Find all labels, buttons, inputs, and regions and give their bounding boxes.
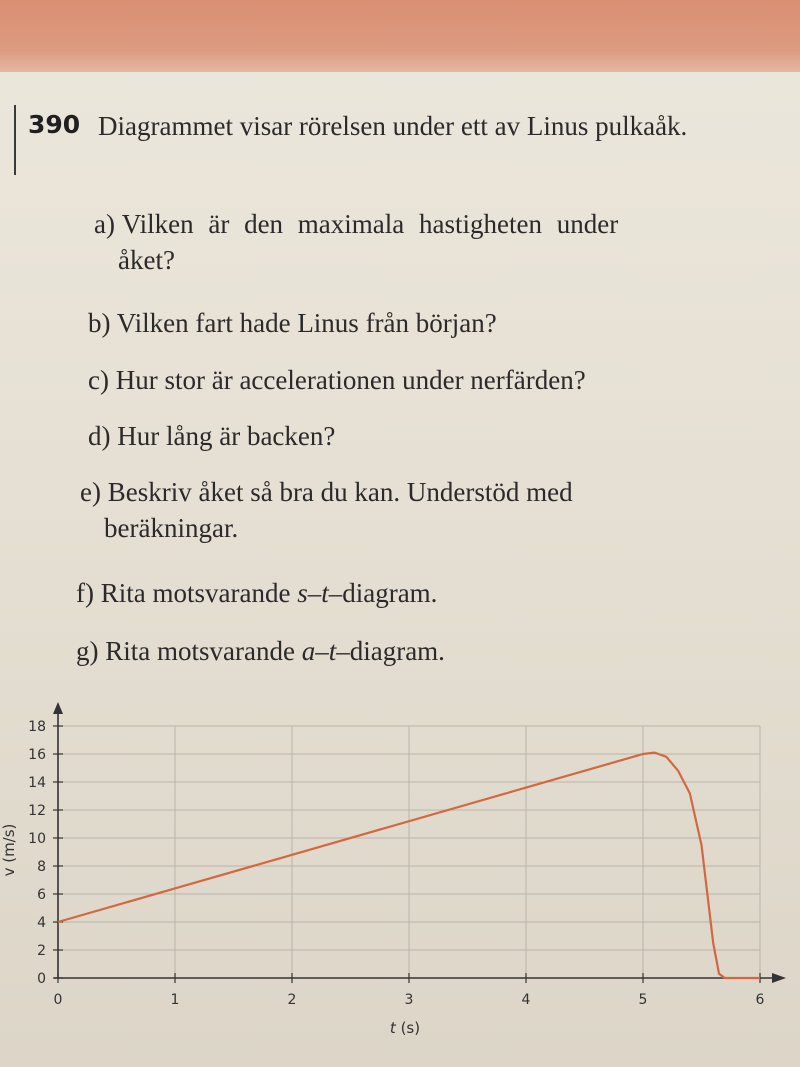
question-f — [76, 575, 437, 611]
variable-a: a — [301, 636, 316, 666]
question-text-end: –diagram. — [328, 578, 438, 608]
y-tick-label: 6 — [37, 887, 46, 903]
y-axis-label: v (m/s) — [0, 823, 18, 877]
question-d — [88, 418, 335, 454]
x-tick-label: 4 — [521, 992, 531, 1008]
question-text: Hur lång är backen? — [117, 421, 336, 451]
x-axis-variable: t — [389, 1019, 396, 1037]
question-letter: e) — [80, 477, 101, 507]
x-axis-unit-text: (s) — [400, 1019, 421, 1037]
question-g — [76, 633, 445, 669]
question-text: Rita motsvarande — [100, 578, 298, 608]
x-tick-label: 3 — [404, 992, 414, 1008]
page-header-band — [0, 0, 800, 72]
question-letter: b) — [88, 308, 111, 338]
question-a — [94, 206, 724, 278]
question-text: Hur stor är accelerationen under nerfärden? — [115, 365, 586, 395]
question-letter: d) — [88, 421, 111, 451]
x-axis-arrow — [772, 973, 786, 983]
dash: – — [307, 578, 322, 608]
chart-tick-labels — [28, 719, 764, 1008]
variable-t: t — [328, 636, 337, 666]
y-tick-label: 0 — [37, 971, 46, 987]
question-letter: f) — [76, 578, 94, 608]
question-text: Rita motsvarande — [105, 636, 302, 666]
question-text: Beskriv åket så bra du kan. Understöd med — [107, 477, 573, 507]
question-text-end: –diagram. — [336, 636, 445, 666]
question-letter: c) — [88, 365, 109, 395]
chart-grid — [58, 726, 760, 978]
y-tick-label: 2 — [37, 943, 46, 959]
chart-axes — [53, 702, 786, 983]
x-tick-label: 2 — [287, 992, 297, 1008]
x-tick-label: 5 — [638, 992, 648, 1008]
question-letter: g) — [76, 636, 99, 666]
problem-intro: Diagrammet visar rörelsen under ett av Linus pulkaåk. — [98, 111, 688, 141]
x-tick-label: 6 — [755, 992, 765, 1008]
y-tick-label: 14 — [28, 775, 46, 791]
variable-t: t — [321, 578, 329, 608]
y-tick-label: 18 — [28, 719, 46, 735]
question-c — [88, 362, 586, 398]
question-text-cont: åket? — [118, 245, 175, 275]
velocity-time-chart — [0, 690, 800, 1050]
x-axis-label — [390, 1019, 420, 1037]
y-tick-label: 10 — [28, 831, 46, 847]
y-tick-label: 16 — [28, 747, 46, 763]
y-tick-label: 12 — [28, 803, 46, 819]
y-tick-label: 8 — [37, 859, 46, 875]
x-tick-label: 0 — [53, 992, 63, 1008]
variable-s: s — [297, 578, 308, 608]
problem-number: 390 — [28, 110, 81, 139]
question-e — [80, 474, 740, 546]
question-text-cont: beräkningar. — [104, 513, 239, 543]
question-text: Vilken fart hade Linus från början? — [116, 308, 497, 338]
question-letter: a) — [94, 209, 115, 239]
y-axis-arrow — [53, 702, 63, 714]
y-tick-label: 4 — [37, 915, 46, 931]
dash: – — [315, 636, 329, 666]
question-b — [88, 305, 497, 341]
margin-line — [14, 105, 16, 175]
x-tick-label: 1 — [170, 992, 180, 1008]
question-text: Vilken är den maximala hastigheten under — [121, 209, 619, 239]
